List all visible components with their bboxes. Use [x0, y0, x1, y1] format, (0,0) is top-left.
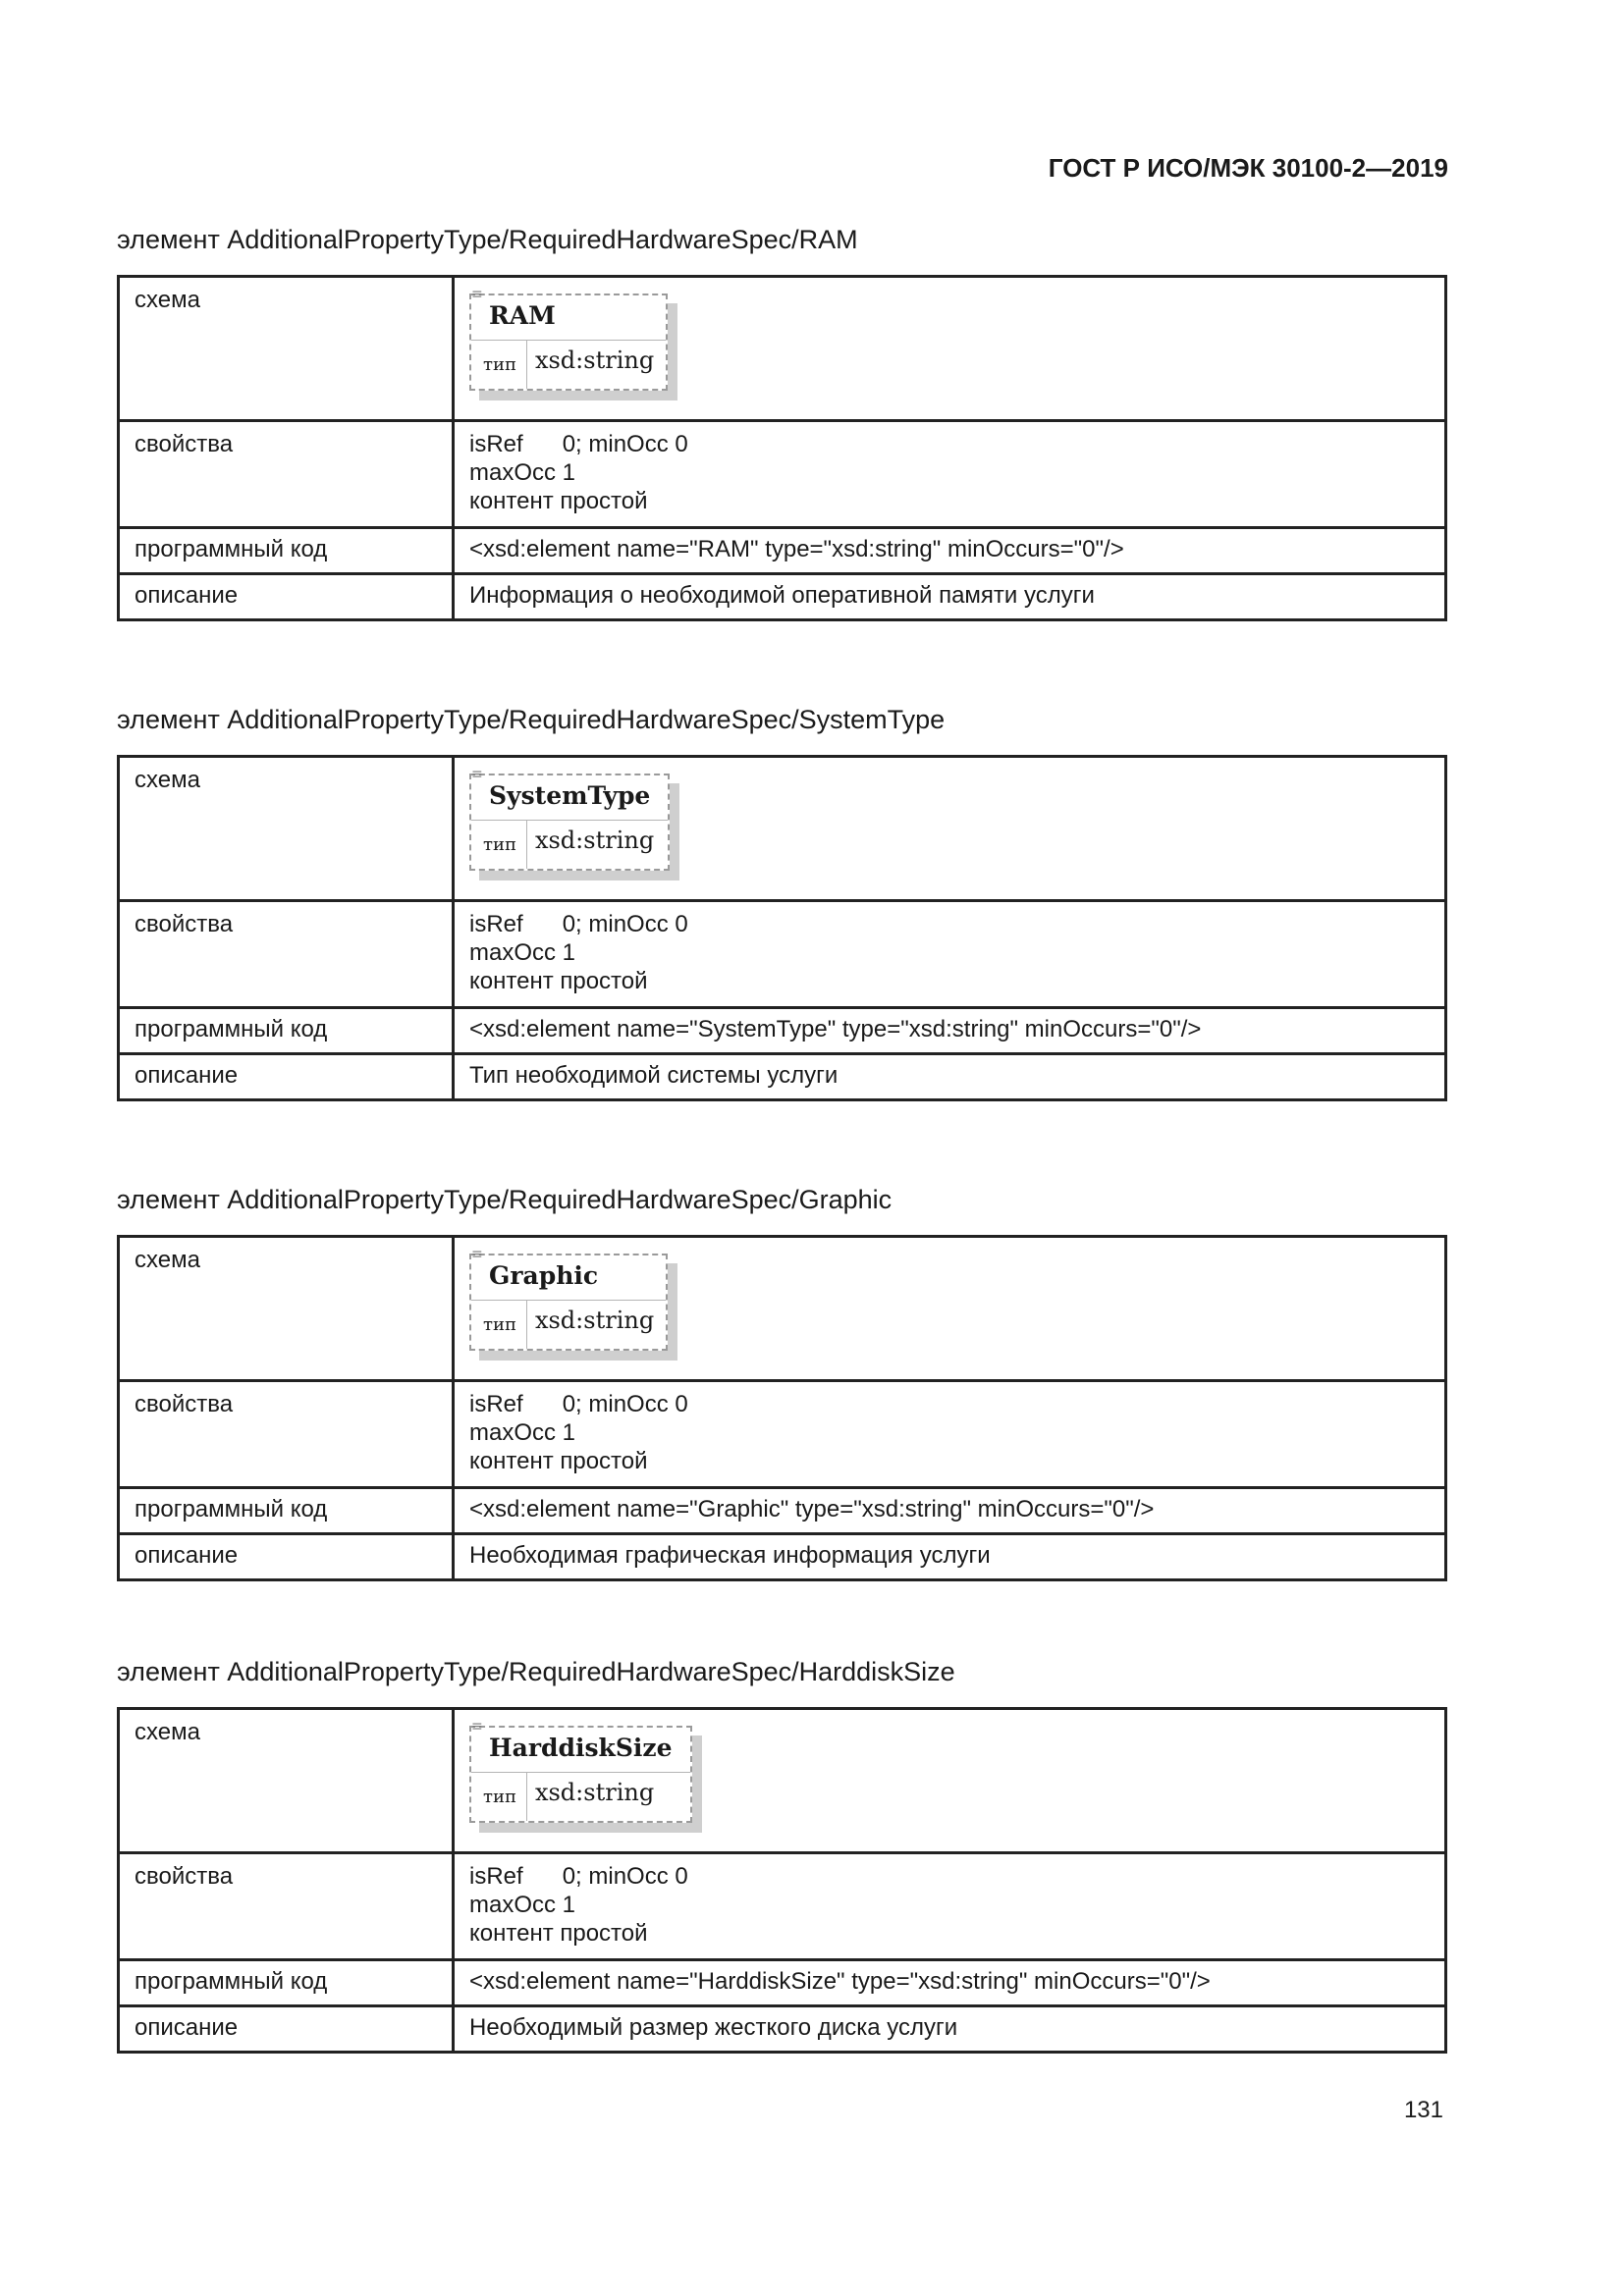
- diagram-type-label: тип: [471, 821, 527, 869]
- page-number: 131: [1403, 2097, 1443, 2123]
- element-title: элемент AdditionalPropertyType/RequiredHardwareSpec/RAM: [117, 225, 858, 254]
- schema-label: схема: [119, 757, 454, 901]
- description-label: описание: [119, 1534, 454, 1580]
- element-title: элемент AdditionalPropertyType/RequiredHardwareSpec/HarddiskSize: [117, 1657, 955, 1686]
- schema-diagram: [469, 1247, 668, 1351]
- description-text: Необходимый размер жесткого диска услуги: [454, 2006, 1446, 2053]
- element-table: [117, 275, 1447, 621]
- properties-label: свойства: [119, 1381, 454, 1488]
- properties-cell: [454, 1381, 1446, 1488]
- element-title: элемент AdditionalPropertyType/RequiredHardwareSpec/SystemType: [117, 705, 946, 734]
- element-icon: ≡: [471, 287, 483, 302]
- element-icon: ≡: [471, 1247, 483, 1262]
- diagram-type-label: тип: [471, 341, 527, 389]
- maxocc-text: maxOcc 1: [469, 459, 576, 486]
- isref-label: isRef: [469, 1391, 523, 1417]
- isref-value: 0; minOcc 0: [562, 1863, 688, 1890]
- diagram-type-label: тип: [471, 1773, 527, 1821]
- diagram-element-name: HarddiskSize: [471, 1728, 690, 1773]
- element-title: элемент AdditionalPropertyType/RequiredHardwareSpec/Graphic: [117, 1185, 893, 1214]
- schema-label: схема: [119, 1237, 454, 1381]
- element-block: [117, 1184, 1447, 1581]
- diagram-element-name: RAM: [471, 295, 666, 341]
- element-table: [117, 1235, 1447, 1581]
- content-text: контент простой: [469, 968, 648, 994]
- properties-cell: [454, 421, 1446, 528]
- maxocc-text: maxOcc 1: [469, 939, 576, 966]
- diagram-element-name: SystemType: [471, 775, 668, 821]
- code-label: программный код: [119, 1488, 454, 1534]
- code-text: <xsd:element name="RAM" type="xsd:string" minOccurs="0"/>: [454, 528, 1446, 574]
- diagram-element-name: Graphic: [471, 1255, 666, 1301]
- isref-value: 0; minOcc 0: [562, 911, 688, 937]
- isref-label: isRef: [469, 431, 523, 457]
- schema-label: схема: [119, 1709, 454, 1853]
- element-block: [117, 1656, 1447, 2054]
- document-header: ГОСТ Р ИСО/МЭК 30100-2—2019: [1048, 153, 1448, 183]
- content-text: контент простой: [469, 1920, 648, 1947]
- element-table: [117, 755, 1447, 1101]
- description-label: описание: [119, 574, 454, 620]
- properties-label: свойства: [119, 1853, 454, 1960]
- properties-cell: [454, 1853, 1446, 1960]
- content-text: контент простой: [469, 1448, 648, 1474]
- code-text: <xsd:element name="SystemType" type="xsd:string" minOccurs="0"/>: [454, 1008, 1446, 1054]
- diagram-type-value: xsd:string: [534, 347, 655, 374]
- code-label: программный код: [119, 1960, 454, 2006]
- diagram-type-value: xsd:string: [534, 1779, 655, 1806]
- code-text: <xsd:element name="HarddiskSize" type="xsd:string" minOccurs="0"/>: [454, 1960, 1446, 2006]
- isref-label: isRef: [469, 911, 523, 937]
- element-icon: ≡: [471, 1719, 483, 1735]
- content-text: контент простой: [469, 488, 648, 514]
- properties-label: свойства: [119, 421, 454, 528]
- code-label: программный код: [119, 1008, 454, 1054]
- properties-cell: [454, 901, 1446, 1008]
- description-label: описание: [119, 1054, 454, 1100]
- schema-cell: [454, 277, 1446, 421]
- schema-cell: [454, 1709, 1446, 1853]
- maxocc-text: maxOcc 1: [469, 1419, 576, 1446]
- diagram-type-value: xsd:string: [534, 1307, 655, 1334]
- code-label: программный код: [119, 528, 454, 574]
- diagram-type-label: тип: [471, 1301, 527, 1349]
- code-text: <xsd:element name="Graphic" type="xsd:string" minOccurs="0"/>: [454, 1488, 1446, 1534]
- schema-label: схема: [119, 277, 454, 421]
- schema-diagram: [469, 287, 668, 391]
- description-text: Информация о необходимой оперативной памяти услуги: [454, 574, 1446, 620]
- schema-diagram: [469, 1719, 692, 1823]
- element-block: [117, 224, 1447, 621]
- maxocc-text: maxOcc 1: [469, 1892, 576, 1918]
- diagram-type-value: xsd:string: [534, 827, 655, 854]
- isref-label: isRef: [469, 1863, 523, 1890]
- element-table: [117, 1707, 1447, 2054]
- description-label: описание: [119, 2006, 454, 2053]
- element-icon: ≡: [471, 767, 483, 782]
- schema-cell: [454, 757, 1446, 901]
- properties-label: свойства: [119, 901, 454, 1008]
- schema-diagram: [469, 767, 670, 871]
- isref-value: 0; minOcc 0: [562, 1391, 688, 1417]
- description-text: Необходимая графическая информация услуги: [454, 1534, 1446, 1580]
- element-block: [117, 704, 1447, 1101]
- schema-cell: [454, 1237, 1446, 1381]
- isref-value: 0; minOcc 0: [562, 431, 688, 457]
- description-text: Тип необходимой системы услуги: [454, 1054, 1446, 1100]
